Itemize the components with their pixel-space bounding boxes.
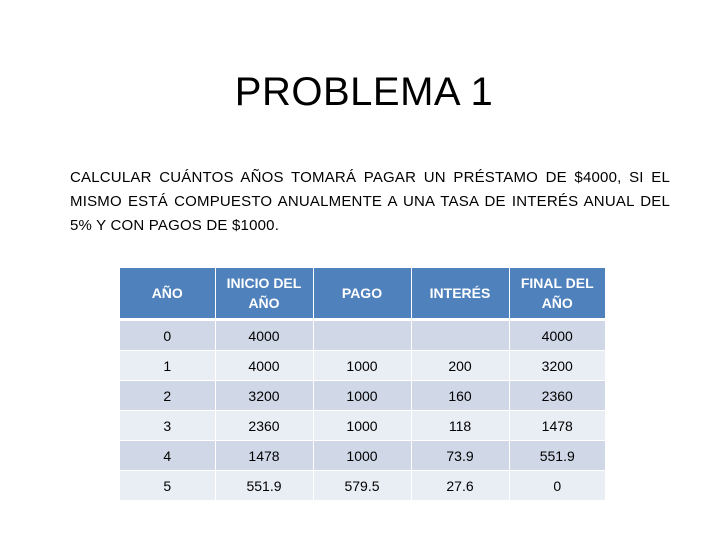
header-end-of-year: FINAL DEL AÑO xyxy=(509,268,605,320)
cell-start: 2360 xyxy=(215,411,313,441)
cell-year: 1 xyxy=(120,351,215,381)
cell-interest: 160 xyxy=(411,381,509,411)
cell-year: 0 xyxy=(120,320,215,351)
cell-start: 1478 xyxy=(215,441,313,471)
cell-end: 4000 xyxy=(509,320,605,351)
cell-payment: 579.5 xyxy=(313,471,411,501)
cell-end: 0 xyxy=(509,471,605,501)
cell-end: 551.9 xyxy=(509,441,605,471)
cell-payment xyxy=(313,320,411,351)
cell-payment: 1000 xyxy=(313,351,411,381)
table-header-row xyxy=(120,268,605,320)
table-row xyxy=(120,381,605,411)
table-row xyxy=(120,441,605,471)
header-interest: INTERÉS xyxy=(411,268,509,320)
table-row xyxy=(120,320,605,351)
table-row xyxy=(120,351,605,381)
slide-title: PROBLEMA 1 xyxy=(234,70,494,114)
table-row xyxy=(120,411,605,441)
header-year: AÑO xyxy=(120,268,215,320)
cell-year: 3 xyxy=(120,411,215,441)
amortization-table xyxy=(120,268,605,501)
cell-start: 3200 xyxy=(215,381,313,411)
cell-year: 2 xyxy=(120,381,215,411)
cell-year: 5 xyxy=(120,471,215,501)
cell-year: 4 xyxy=(120,441,215,471)
cell-interest: 118 xyxy=(411,411,509,441)
cell-end: 1478 xyxy=(509,411,605,441)
cell-start: 4000 xyxy=(215,351,313,381)
cell-end: 3200 xyxy=(509,351,605,381)
cell-interest: 27.6 xyxy=(411,471,509,501)
cell-interest: 200 xyxy=(411,351,509,381)
cell-interest xyxy=(411,320,509,351)
cell-payment: 1000 xyxy=(313,411,411,441)
table-row xyxy=(120,471,605,501)
cell-payment: 1000 xyxy=(313,441,411,471)
cell-interest: 73.9 xyxy=(411,441,509,471)
header-start-of-year: INICIO DEL AÑO xyxy=(215,268,313,320)
cell-end: 2360 xyxy=(509,381,605,411)
cell-payment: 1000 xyxy=(313,381,411,411)
cell-start: 4000 xyxy=(215,320,313,351)
problem-statement: CALCULAR CUÁNTOS AÑOS TOMARÁ PAGAR UN PRÉSTAMO DE $4000, SI EL MISMO ESTÁ COMPUESTO ANUALMENTE A UNA TASA DE INTERÉS ANUAL DEL 5% Y CON PAGOS DE $1000. xyxy=(70,169,670,234)
cell-start: 551.9 xyxy=(215,471,313,501)
header-payment: PAGO xyxy=(313,268,411,320)
